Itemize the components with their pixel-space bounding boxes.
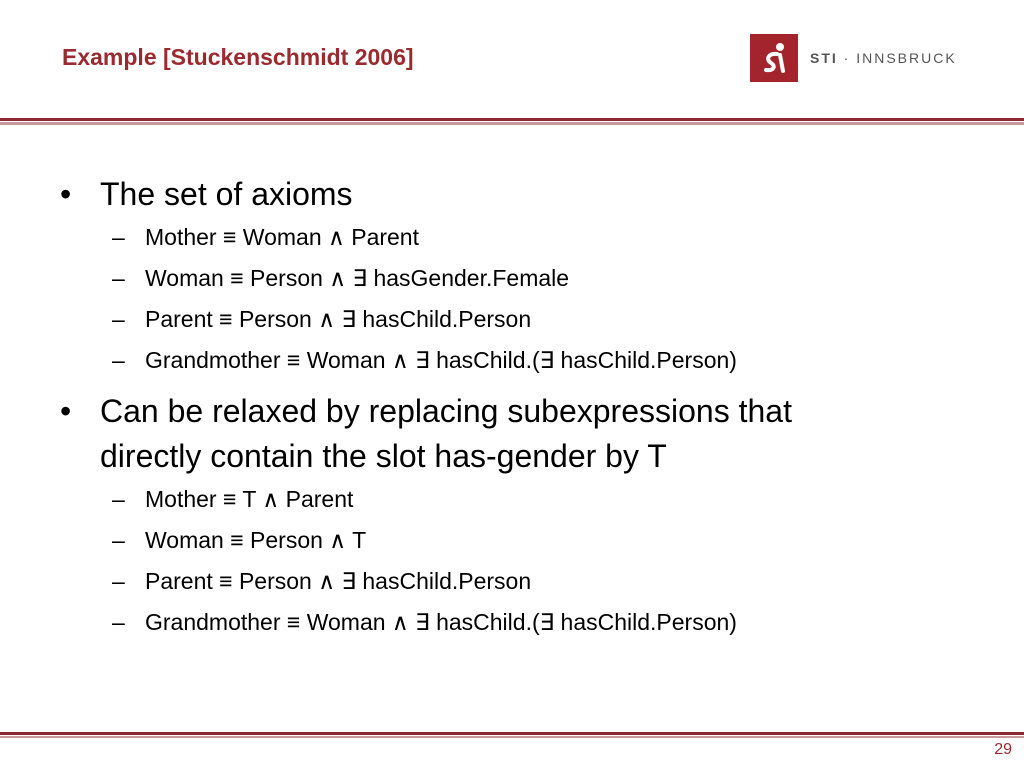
- dash-marker: –: [112, 609, 125, 635]
- bullet-marker: •: [60, 176, 72, 212]
- sub-bullet-item: [112, 340, 960, 381]
- sub-bullet-text: Parent ≡ Person ∧ ∃ hasChild.Person: [145, 568, 532, 594]
- bullet-item: [60, 172, 960, 217]
- header-rule: [0, 118, 1024, 121]
- sub-bullet-item: [112, 217, 960, 258]
- sub-bullet-text: Mother ≡ T ∧ Parent: [145, 486, 354, 512]
- logo-place: INNSBRUCK: [856, 50, 957, 66]
- logo-text: [810, 50, 957, 66]
- dash-marker: –: [112, 347, 125, 373]
- spacer: [60, 381, 960, 389]
- sti-logo-icon: [750, 34, 798, 82]
- sub-bullet-text: Parent ≡ Person ∧ ∃ hasChild.Person: [145, 306, 532, 332]
- sub-bullet-item: [112, 602, 960, 643]
- dash-marker: –: [112, 306, 125, 332]
- sub-bullet-item: [112, 258, 960, 299]
- slide-title: Example [Stuckenschmidt 2006]: [62, 44, 414, 70]
- logo-separator: ·: [837, 50, 857, 66]
- sti-innsbruck-logo: [750, 34, 957, 82]
- dash-marker: –: [112, 486, 125, 512]
- dash-marker: –: [112, 568, 125, 594]
- sub-bullet-item: [112, 299, 960, 340]
- page-number: 29: [994, 741, 1012, 758]
- bullet-text: Can be relaxed by replacing subexpressions that directly contain the slot has-gender by T: [100, 393, 792, 474]
- sub-bullet-text: Woman ≡ Person ∧ T: [145, 527, 367, 553]
- sub-bullet-text: Grandmother ≡ Woman ∧ ∃ hasChild.(∃ hasChild.Person): [145, 609, 737, 635]
- header-rule-light: [0, 122, 1024, 125]
- logo-brand: STI: [810, 50, 838, 66]
- sub-bullet-item: [112, 561, 960, 602]
- dash-marker: –: [112, 527, 125, 553]
- sub-bullet-text: Mother ≡ Woman ∧ Parent: [145, 224, 419, 250]
- bullet-text: The set of axioms: [100, 176, 353, 212]
- dash-marker: –: [112, 265, 125, 291]
- footer-rule: [0, 732, 1024, 735]
- slide-body: [60, 172, 960, 643]
- bullet-item: [60, 389, 960, 479]
- sub-bullet-item: [112, 520, 960, 561]
- sub-bullet-item: [112, 479, 960, 520]
- bullet-marker: •: [60, 393, 72, 429]
- dash-marker: –: [112, 224, 125, 250]
- sub-bullet-text: Grandmother ≡ Woman ∧ ∃ hasChild.(∃ hasChild.Person): [145, 347, 737, 373]
- sub-bullet-text: Woman ≡ Person ∧ ∃ hasGender.Female: [145, 265, 570, 291]
- footer-rule-light: [0, 736, 1024, 738]
